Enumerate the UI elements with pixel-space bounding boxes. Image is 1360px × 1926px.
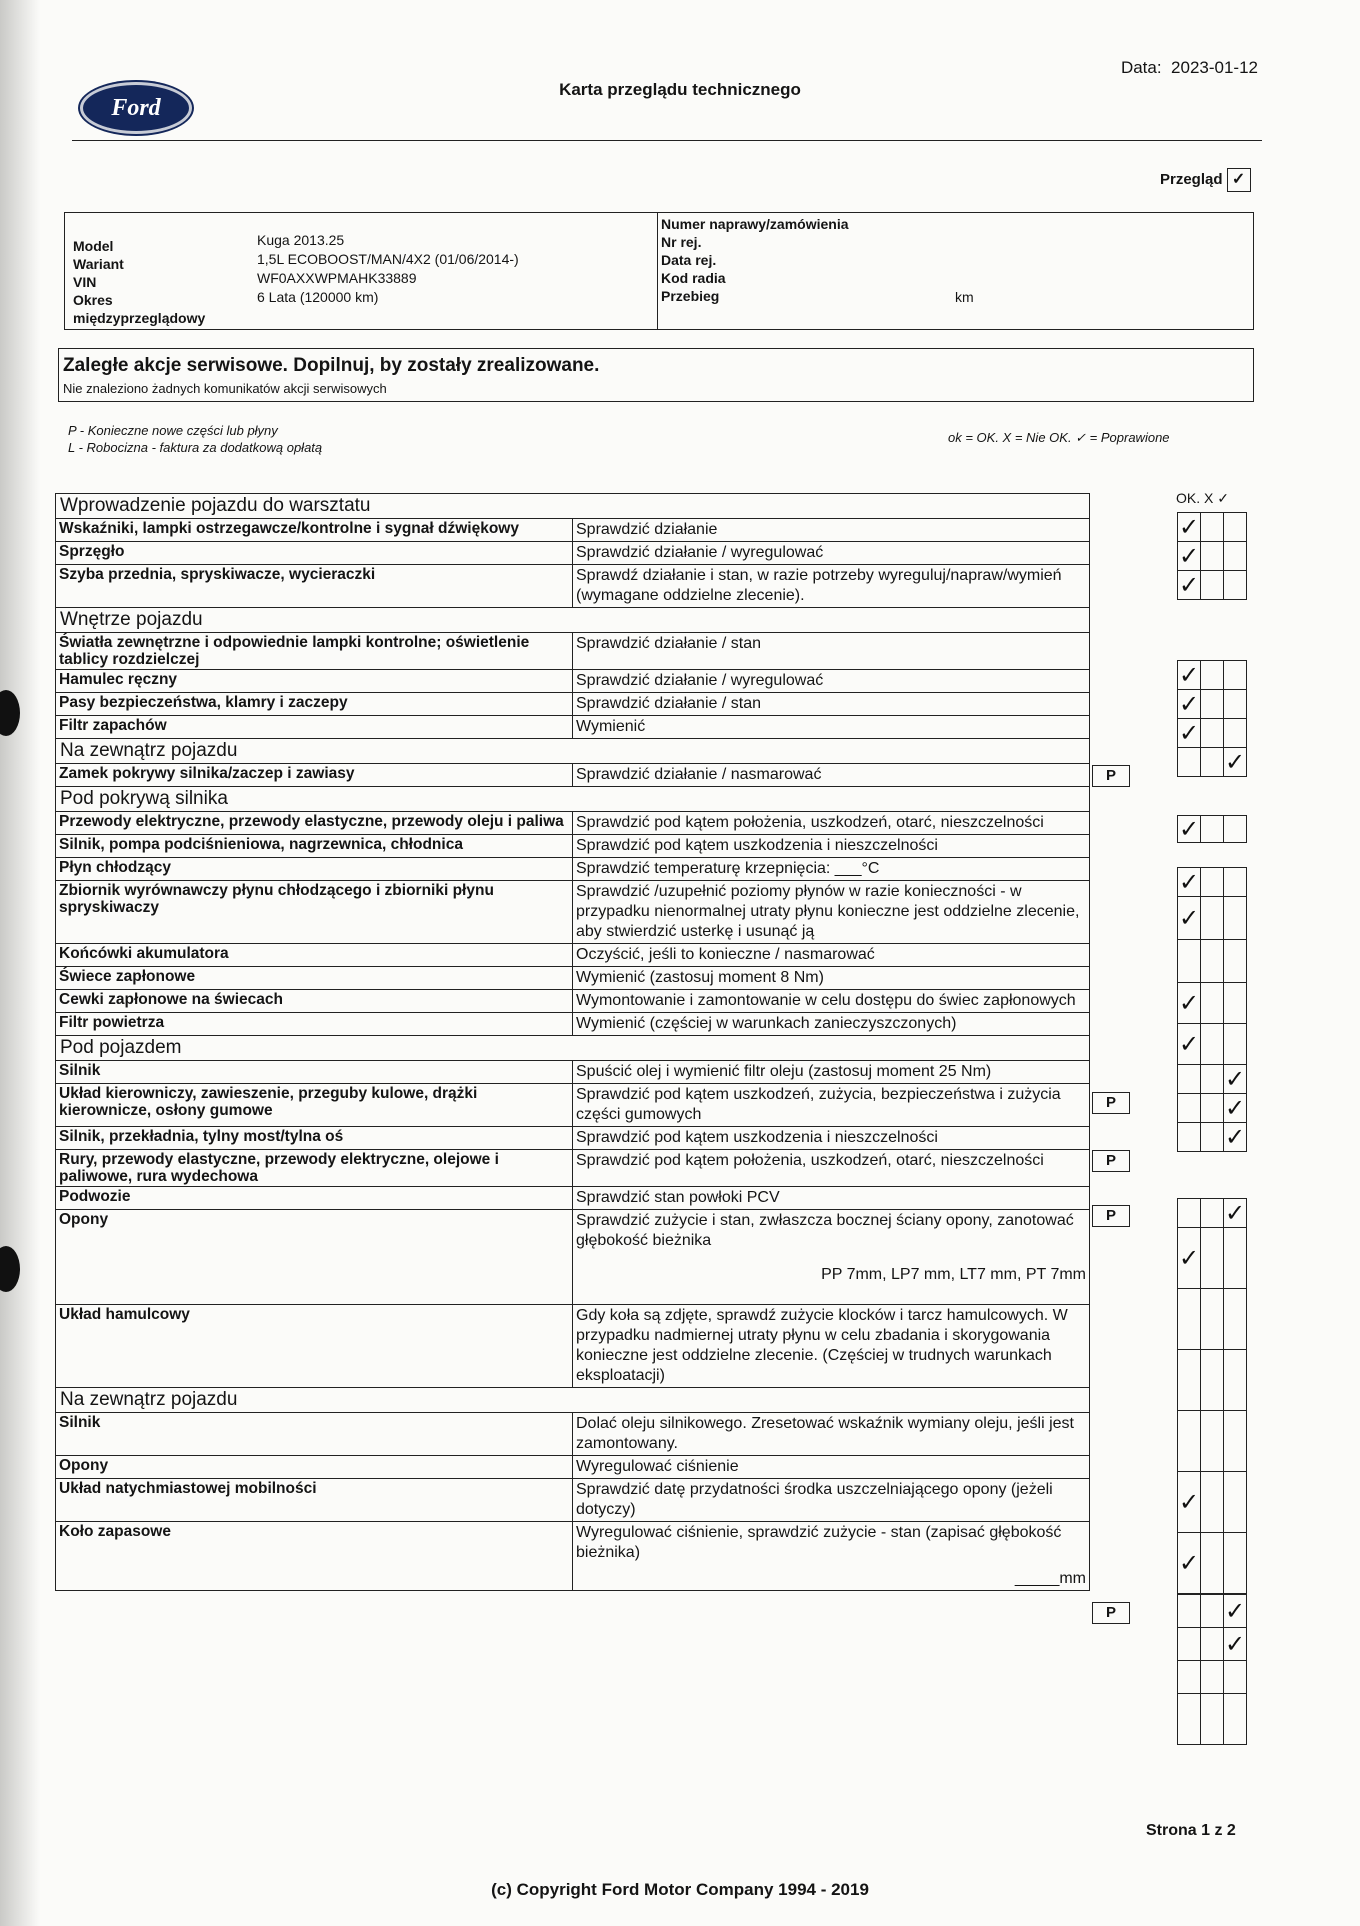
- section-title: Pod pokrywą silnika: [56, 787, 1090, 812]
- check-ok[interactable]: ✓: [1178, 690, 1200, 718]
- table-row: [56, 1305, 1090, 1388]
- action-text: Sprawdzić pod kątem położenia, uszkodzeń, otarć, nieszczelności: [576, 1152, 1044, 1169]
- check-not-ok[interactable]: [1201, 661, 1224, 690]
- parts-marker: P: [1092, 1602, 1130, 1624]
- label-nr-rej: Nr rej.: [661, 234, 702, 250]
- tread-unit: _____mm: [1014, 1570, 1086, 1587]
- table-row: [56, 1127, 1090, 1150]
- table-row: [56, 835, 1090, 858]
- table-row: [56, 990, 1090, 1013]
- check-row: [1178, 940, 1247, 983]
- inspection-action: [573, 519, 1090, 542]
- inspection-action: [573, 693, 1090, 716]
- table-row: [56, 1187, 1090, 1210]
- check-ok[interactable]: [1178, 1694, 1201, 1745]
- service-table: [55, 493, 1090, 1591]
- check-row: [1178, 1628, 1247, 1661]
- action-text: Gdy koła są zdjęte, sprawdź zużycie klocków i tarcz hamulcowych. W przypadku nadmiernej utraty płynu w celu zbadania i skorygowania konieczne jest oddzielne zlecenie. (Częściej w trudnych warunkach eksploatacji): [576, 1307, 1068, 1384]
- check-corrected[interactable]: [1224, 571, 1247, 600]
- check-corrected[interactable]: ✓: [1224, 748, 1246, 776]
- inspection-item: Końcówki akumulatora: [56, 944, 573, 967]
- action-text: Sprawdzić działanie / nasmarować: [576, 766, 822, 783]
- check-row: [1178, 1289, 1247, 1350]
- check-corrected[interactable]: [1224, 513, 1247, 542]
- inspection-action: [573, 764, 1090, 787]
- parts-marker: P: [1092, 1092, 1130, 1114]
- inspection-action: [573, 1479, 1090, 1522]
- action-text: Wymienić: [576, 718, 646, 735]
- check-corrected[interactable]: ✓: [1224, 1628, 1247, 1661]
- inspection-item: Zamek pokrywy silnika/zaczep i zawiasy: [56, 764, 573, 787]
- table-row: [56, 812, 1090, 835]
- check-not-ok[interactable]: [1201, 897, 1224, 940]
- check-corrected[interactable]: [1224, 897, 1247, 940]
- table-row: [56, 764, 1090, 787]
- inspection-action: [573, 565, 1090, 608]
- label-okres-2: międzyprzeglądowy: [73, 310, 206, 326]
- inspection-action: [573, 967, 1090, 990]
- inspection-action: [573, 835, 1090, 858]
- check-ok[interactable]: ✓: [1178, 1472, 1201, 1533]
- table-row: [56, 693, 1090, 716]
- check-ok[interactable]: [1178, 1411, 1201, 1472]
- action-text: Sprawdzić działanie / stan: [576, 635, 761, 652]
- inspection-item: Hamulec ręczny: [56, 670, 573, 693]
- check-row: [1178, 868, 1247, 897]
- header-rule: [72, 140, 1262, 141]
- check-not-ok[interactable]: [1201, 1065, 1224, 1094]
- check-corrected[interactable]: [1224, 1350, 1247, 1411]
- parts-marker: P: [1092, 1205, 1130, 1227]
- action-text: Sprawdzić pod kątem uszkodzeń, zużycia, bezpieczeństwa i zużycia części gumowych: [576, 1086, 1061, 1123]
- check-not-ok[interactable]: [1201, 1094, 1224, 1123]
- check-not-ok[interactable]: [1201, 1694, 1224, 1745]
- check-not-ok[interactable]: [1201, 719, 1224, 748]
- check-not-ok[interactable]: [1201, 816, 1224, 843]
- check-ok[interactable]: ✓: [1178, 1228, 1201, 1289]
- inspection-action: [573, 944, 1090, 967]
- check-ok[interactable]: [1178, 1595, 1201, 1628]
- action-text: Sprawdzić działanie / stan: [576, 695, 761, 712]
- check-grid: [1177, 660, 1247, 777]
- inspection-action: [573, 1084, 1090, 1127]
- check-not-ok[interactable]: [1201, 1628, 1224, 1661]
- label-vin: VIN: [73, 274, 97, 290]
- check-row: [1178, 1024, 1247, 1065]
- inspection-item: Zbiornik wyrównawczy płynu chłodzącego i zbiorniki płynu spryskiwaczy: [56, 881, 573, 944]
- check-row: [1178, 719, 1247, 748]
- table-row: [56, 967, 1090, 990]
- check-corrected[interactable]: [1224, 816, 1247, 843]
- action-text: Sprawdzić działanie / wyregulować: [576, 672, 824, 689]
- check-grid: [1177, 512, 1247, 600]
- check-row: [1178, 661, 1247, 690]
- check-row: [1178, 1123, 1247, 1152]
- label-model: Model: [73, 238, 114, 254]
- legend-status: ok = OK. X = Nie OK. ✓ = Poprawione: [948, 430, 1170, 445]
- legend-p: P - Konieczne nowe części lub płyny: [68, 423, 278, 438]
- check-row: [1178, 1199, 1247, 1228]
- table-row: [56, 944, 1090, 967]
- section-title: Na zewnątrz pojazdu: [56, 739, 1090, 764]
- check-row: [1178, 1694, 1247, 1745]
- campaign-box: [58, 348, 1254, 402]
- check-not-ok[interactable]: [1201, 983, 1224, 1024]
- table-row: [56, 633, 1090, 670]
- action-text: Sprawdzić pod kątem uszkodzenia i nieszczelności: [576, 1129, 938, 1146]
- table-row: [56, 1084, 1090, 1127]
- ford-logo: Ford: [80, 82, 192, 134]
- inspection-action: [573, 990, 1090, 1013]
- inspection-item: Cewki zapłonowe na świecach: [56, 990, 573, 1013]
- inspection-item: Układ natychmiastowej mobilności: [56, 1479, 573, 1522]
- check-corrected[interactable]: [1224, 719, 1247, 748]
- check-not-ok[interactable]: [1201, 1024, 1224, 1065]
- inspection-action: [573, 881, 1090, 944]
- inspection-action: [573, 1456, 1090, 1479]
- check-corrected[interactable]: [1224, 1228, 1247, 1289]
- action-text: Wymienić (zastosuj moment 8 Nm): [576, 969, 824, 986]
- check-corrected[interactable]: [1224, 983, 1247, 1024]
- vehicle-info-box: [64, 212, 1254, 330]
- check-not-ok[interactable]: [1201, 1595, 1224, 1628]
- check-ok[interactable]: ✓: [1178, 1024, 1201, 1065]
- check-not-ok[interactable]: [1201, 1661, 1224, 1694]
- section-header: [56, 787, 1090, 812]
- check-row: [1178, 1595, 1247, 1628]
- inspection-item: Światła zewnętrzne i odpowiednie lampki kontrolne; oświetlenie tablicy rozdzielczej: [56, 633, 573, 670]
- order-labels: [661, 215, 849, 305]
- label-data-rej: Data rej.: [661, 252, 717, 268]
- inspection-item: Silnik: [56, 1413, 573, 1456]
- check-ok[interactable]: ✓: [1178, 1533, 1201, 1594]
- action-text: Sprawdzić zużycie i stan, zwłaszcza bocznej ściany opony, zanotować głębokość bieżnika: [576, 1212, 1074, 1249]
- check-ok[interactable]: [1178, 1289, 1201, 1350]
- inspection-action: [573, 812, 1090, 835]
- check-row: [1178, 983, 1247, 1024]
- parts-marker: P: [1092, 765, 1130, 787]
- action-text: Sprawdź działanie i stan, w razie potrzeby wyreguluj/napraw/wymień (wymagane oddzielne zlecenie).: [576, 567, 1062, 604]
- action-text: Sprawdzić pod kątem uszkodzenia i nieszczelności: [576, 837, 938, 854]
- check-grid: [1177, 867, 1247, 1152]
- inspection-action: [573, 1127, 1090, 1150]
- check-not-ok[interactable]: [1201, 1350, 1224, 1411]
- check-ok[interactable]: [1178, 1123, 1201, 1152]
- check-not-ok[interactable]: [1201, 513, 1224, 542]
- inspection-item: Podwozie: [56, 1187, 573, 1210]
- table-row: [56, 1413, 1090, 1456]
- check-ok[interactable]: [1178, 1199, 1201, 1228]
- check-not-ok[interactable]: [1201, 571, 1224, 600]
- check-corrected[interactable]: [1224, 1694, 1247, 1745]
- mileage-unit: km: [955, 289, 974, 305]
- vehicle-values: [257, 231, 519, 307]
- inspection-action: [573, 1150, 1090, 1187]
- label-kod-radia: Kod radia: [661, 270, 726, 286]
- check-corrected[interactable]: [1224, 1661, 1247, 1694]
- action-text: Dolać oleju silnikowego. Zresetować wskaźnik wymiany oleju, jeśli jest zamontowany.: [576, 1415, 1074, 1452]
- section-header: [56, 494, 1090, 519]
- check-not-ok[interactable]: [1201, 1289, 1224, 1350]
- check-not-ok[interactable]: [1201, 748, 1224, 777]
- check-row: [1178, 748, 1247, 777]
- check-row: [1178, 816, 1247, 843]
- inspection-item: Silnik: [56, 1061, 573, 1084]
- przeglad-field: Przegląd ✓: [1160, 168, 1251, 192]
- check-ok[interactable]: ✓: [1178, 513, 1200, 541]
- date: Data: 2023-01-12: [1120, 58, 1258, 77]
- inspection-action: [573, 542, 1090, 565]
- check-ok[interactable]: [1178, 1350, 1201, 1411]
- check-ok[interactable]: ✓: [1178, 542, 1200, 570]
- check-grid: [1177, 1198, 1247, 1594]
- check-ok[interactable]: [1178, 1628, 1201, 1661]
- inspection-item: Koło zapasowe: [56, 1522, 573, 1591]
- check-row: [1178, 1350, 1247, 1411]
- action-text: Wyregulować ciśnienie, sprawdzić zużycie - stan (zapisać głębokość bieżnika): [576, 1524, 1062, 1561]
- check-not-ok[interactable]: [1201, 1123, 1224, 1152]
- inspection-item: Układ hamulcowy: [56, 1305, 573, 1388]
- tread-depth-values: PP 7mm, LP7 mm, LT7 mm, PT 7mm: [821, 1266, 1086, 1283]
- table-row: [56, 565, 1090, 608]
- check-corrected[interactable]: ✓: [1224, 1094, 1246, 1122]
- inspection-action: [573, 1522, 1090, 1591]
- label-przebieg: Przebieg: [661, 288, 720, 304]
- check-ok[interactable]: ✓: [1178, 815, 1200, 843]
- check-ok[interactable]: [1178, 748, 1201, 777]
- table-row: [56, 1456, 1090, 1479]
- table-row: [56, 1150, 1090, 1187]
- check-row: [1178, 1094, 1247, 1123]
- check-ok[interactable]: [1178, 1065, 1201, 1094]
- check-corrected[interactable]: [1224, 542, 1247, 571]
- check-ok[interactable]: ✓: [1178, 719, 1200, 747]
- check-corrected[interactable]: ✓: [1224, 1595, 1247, 1628]
- inspection-item: Rury, przewody elastyczne, przewody elektryczne, olejowe i paliwowe, rura wydechowa: [56, 1150, 573, 1187]
- check-corrected[interactable]: [1224, 690, 1247, 719]
- action-text: Sprawdzić stan powłoki PCV: [576, 1189, 780, 1206]
- page-number: Strona 1 z 2: [1146, 1822, 1236, 1839]
- check-ok[interactable]: ✓: [1178, 897, 1201, 940]
- inspection-item: Płyn chłodzący: [56, 858, 573, 881]
- label-numer-naprawy: Numer naprawy/zamówienia: [661, 216, 849, 232]
- check-not-ok[interactable]: [1201, 690, 1224, 719]
- table-row: [56, 542, 1090, 565]
- action-text: Sprawdzić działanie: [576, 521, 718, 538]
- section-header: [56, 608, 1090, 633]
- check-row: [1178, 1228, 1247, 1289]
- inspection-action: [573, 1413, 1090, 1456]
- inspection-item: Pasy bezpieczeństwa, klamry i zaczepy: [56, 693, 573, 716]
- section-header: [56, 1388, 1090, 1413]
- vehicle-labels: [73, 237, 205, 327]
- table-row: [56, 858, 1090, 881]
- inspection-item: Wskaźniki, lampki ostrzegawcze/kontrolne i sygnał dźwiękowy: [56, 519, 573, 542]
- check-ok[interactable]: [1178, 1094, 1201, 1123]
- inspection-item: Silnik, przekładnia, tylny most/tylna oś: [56, 1127, 573, 1150]
- action-text: Oczyścić, jeśli to konieczne / nasmarować: [576, 946, 875, 963]
- check-corrected[interactable]: ✓: [1224, 1199, 1246, 1227]
- table-row: [56, 1013, 1090, 1036]
- value-wariant: 1,5L ECOBOOST/MAN/4X2 (01/06/2014-): [257, 251, 519, 267]
- inspection-item: Silnik, pompa podciśnieniowa, nagrzewnica, chłodnica: [56, 835, 573, 858]
- check-not-ok[interactable]: [1201, 542, 1224, 571]
- inspection-action: [573, 633, 1090, 670]
- check-not-ok[interactable]: [1201, 1472, 1224, 1533]
- action-text: Wymienić (częściej w warunkach zanieczyszczonych): [576, 1015, 957, 1032]
- inspection-item: Układ kierowniczy, zawieszenie, przeguby kulowe, drążki kierownicze, osłony gumowe: [56, 1084, 573, 1127]
- section-title: Pod pojazdem: [56, 1036, 1090, 1061]
- inspection-item: Filtr powietrza: [56, 1013, 573, 1036]
- page-edge-shadow: [0, 0, 40, 1926]
- vehicle-divider: [657, 213, 658, 329]
- check-row: [1178, 1661, 1247, 1694]
- value-vin: WF0AXXWPMAHK33889: [257, 270, 417, 286]
- value-model: Kuga 2013.25: [257, 232, 345, 248]
- check-corrected[interactable]: [1224, 868, 1247, 897]
- table-row: [56, 1479, 1090, 1522]
- inspection-action: [573, 1305, 1090, 1388]
- check-column-header: OK. X ✓: [1176, 490, 1229, 506]
- inspection-action: [573, 858, 1090, 881]
- check-not-ok[interactable]: [1201, 1199, 1224, 1228]
- action-text: Wyregulować ciśnienie: [576, 1458, 739, 1475]
- section-header: [56, 1036, 1090, 1061]
- check-corrected[interactable]: [1224, 1472, 1247, 1533]
- check-row: [1178, 897, 1247, 940]
- check-corrected[interactable]: [1224, 1533, 1247, 1594]
- check-row: [1178, 690, 1247, 719]
- check-row: [1178, 571, 1247, 600]
- check-row: [1178, 1533, 1247, 1594]
- section-title: Wprowadzenie pojazdu do warsztatu: [56, 494, 1090, 519]
- table-row: [56, 1061, 1090, 1084]
- check-corrected[interactable]: [1224, 661, 1247, 690]
- check-row: [1178, 542, 1247, 571]
- check-ok[interactable]: ✓: [1178, 661, 1200, 689]
- przeglad-checkbox[interactable]: ✓: [1227, 168, 1251, 192]
- page-title: Karta przeglądu technicznego: [559, 80, 801, 99]
- inspection-item: Opony: [56, 1456, 573, 1479]
- inspection-item: Filtr zapachów: [56, 716, 573, 739]
- check-grid: [1177, 1594, 1247, 1745]
- value-okres: 6 Lata (120000 km): [257, 289, 379, 305]
- check-not-ok[interactable]: [1201, 1228, 1224, 1289]
- check-corrected[interactable]: ✓: [1224, 1123, 1246, 1151]
- check-corrected[interactable]: [1224, 940, 1247, 983]
- action-text: Sprawdzić datę przydatności środka uszczelniającego opony (jeżeli dotyczy): [576, 1481, 1053, 1518]
- check-not-ok[interactable]: [1201, 1411, 1224, 1472]
- check-not-ok[interactable]: [1201, 940, 1224, 983]
- legend-parts: [68, 422, 322, 456]
- campaign-subtitle: Nie znaleziono żadnych komunikatów akcji serwisowych: [63, 381, 387, 396]
- campaign-title: Zaległe akcje serwisowe. Dopilnuj, by zostały zrealizowane.: [63, 355, 600, 376]
- check-not-ok[interactable]: [1201, 868, 1224, 897]
- action-text: Sprawdzić temperaturę krzepnięcia: ___°C: [576, 860, 880, 877]
- inspection-item: Sprzęgło: [56, 542, 573, 565]
- action-text: Spuścić olej i wymienić filtr oleju (zastosuj moment 25 Nm): [576, 1063, 992, 1080]
- table-row: [56, 519, 1090, 542]
- inspection-item: Opony: [56, 1210, 573, 1305]
- copyright: (c) Copyright Ford Motor Company 1994 - 2019: [491, 1880, 869, 1899]
- inspection-action: [573, 1013, 1090, 1036]
- action-text: Sprawdzić działanie / wyregulować: [576, 544, 824, 561]
- legend-l: L - Robocizna - faktura za dodatkową opłatą: [68, 440, 323, 455]
- check-grid: [1177, 815, 1247, 843]
- check-ok[interactable]: [1178, 940, 1201, 983]
- action-text: Sprawdzić pod kątem położenia, uszkodzeń, otarć, nieszczelności: [576, 814, 1044, 831]
- check-corrected[interactable]: [1224, 1411, 1247, 1472]
- section-title: Na zewnątrz pojazdu: [56, 1388, 1090, 1413]
- inspection-item: Przewody elektryczne, przewody elastyczne, przewody oleju i paliwa: [56, 812, 573, 835]
- inspection-action: [573, 670, 1090, 693]
- check-ok[interactable]: [1178, 1661, 1201, 1694]
- check-row: [1178, 1472, 1247, 1533]
- table-row: [56, 670, 1090, 693]
- check-ok[interactable]: ✓: [1178, 983, 1201, 1024]
- check-not-ok[interactable]: [1201, 1533, 1224, 1594]
- parts-marker: P: [1092, 1150, 1130, 1172]
- table-row: [56, 881, 1090, 944]
- inspection-action: [573, 1187, 1090, 1210]
- action-text: Wymontowanie i zamontowanie w celu dostępu do świec zapłonowych: [576, 992, 1076, 1009]
- label-wariant: Wariant: [73, 256, 124, 272]
- inspection-item: Świece zapłonowe: [56, 967, 573, 990]
- section-header: [56, 739, 1090, 764]
- table-row: [56, 1522, 1090, 1591]
- action-text: Sprawdzić /uzupełnić poziomy płynów w razie konieczności - w przypadku nienormalnej utraty płynu konieczne jest oddzielne zlecenie, aby stwierdzić usterkę i usunąć ją: [576, 883, 1080, 940]
- inspection-item: Szyba przednia, spryskiwacze, wycieraczki: [56, 565, 573, 608]
- check-ok[interactable]: ✓: [1178, 571, 1200, 599]
- check-row: [1178, 1065, 1247, 1094]
- check-row: [1178, 1411, 1247, 1472]
- section-title: Wnętrze pojazdu: [56, 608, 1090, 633]
- check-corrected[interactable]: ✓: [1224, 1065, 1246, 1093]
- check-corrected[interactable]: [1224, 1024, 1247, 1065]
- table-row: [56, 1210, 1090, 1305]
- check-ok[interactable]: ✓: [1178, 868, 1200, 896]
- inspection-action: [573, 1061, 1090, 1084]
- inspection-action: [573, 1210, 1090, 1305]
- label-okres: Okres: [73, 292, 113, 308]
- check-corrected[interactable]: [1224, 1289, 1247, 1350]
- table-row: [56, 716, 1090, 739]
- inspection-action: [573, 716, 1090, 739]
- check-row: [1178, 513, 1247, 542]
